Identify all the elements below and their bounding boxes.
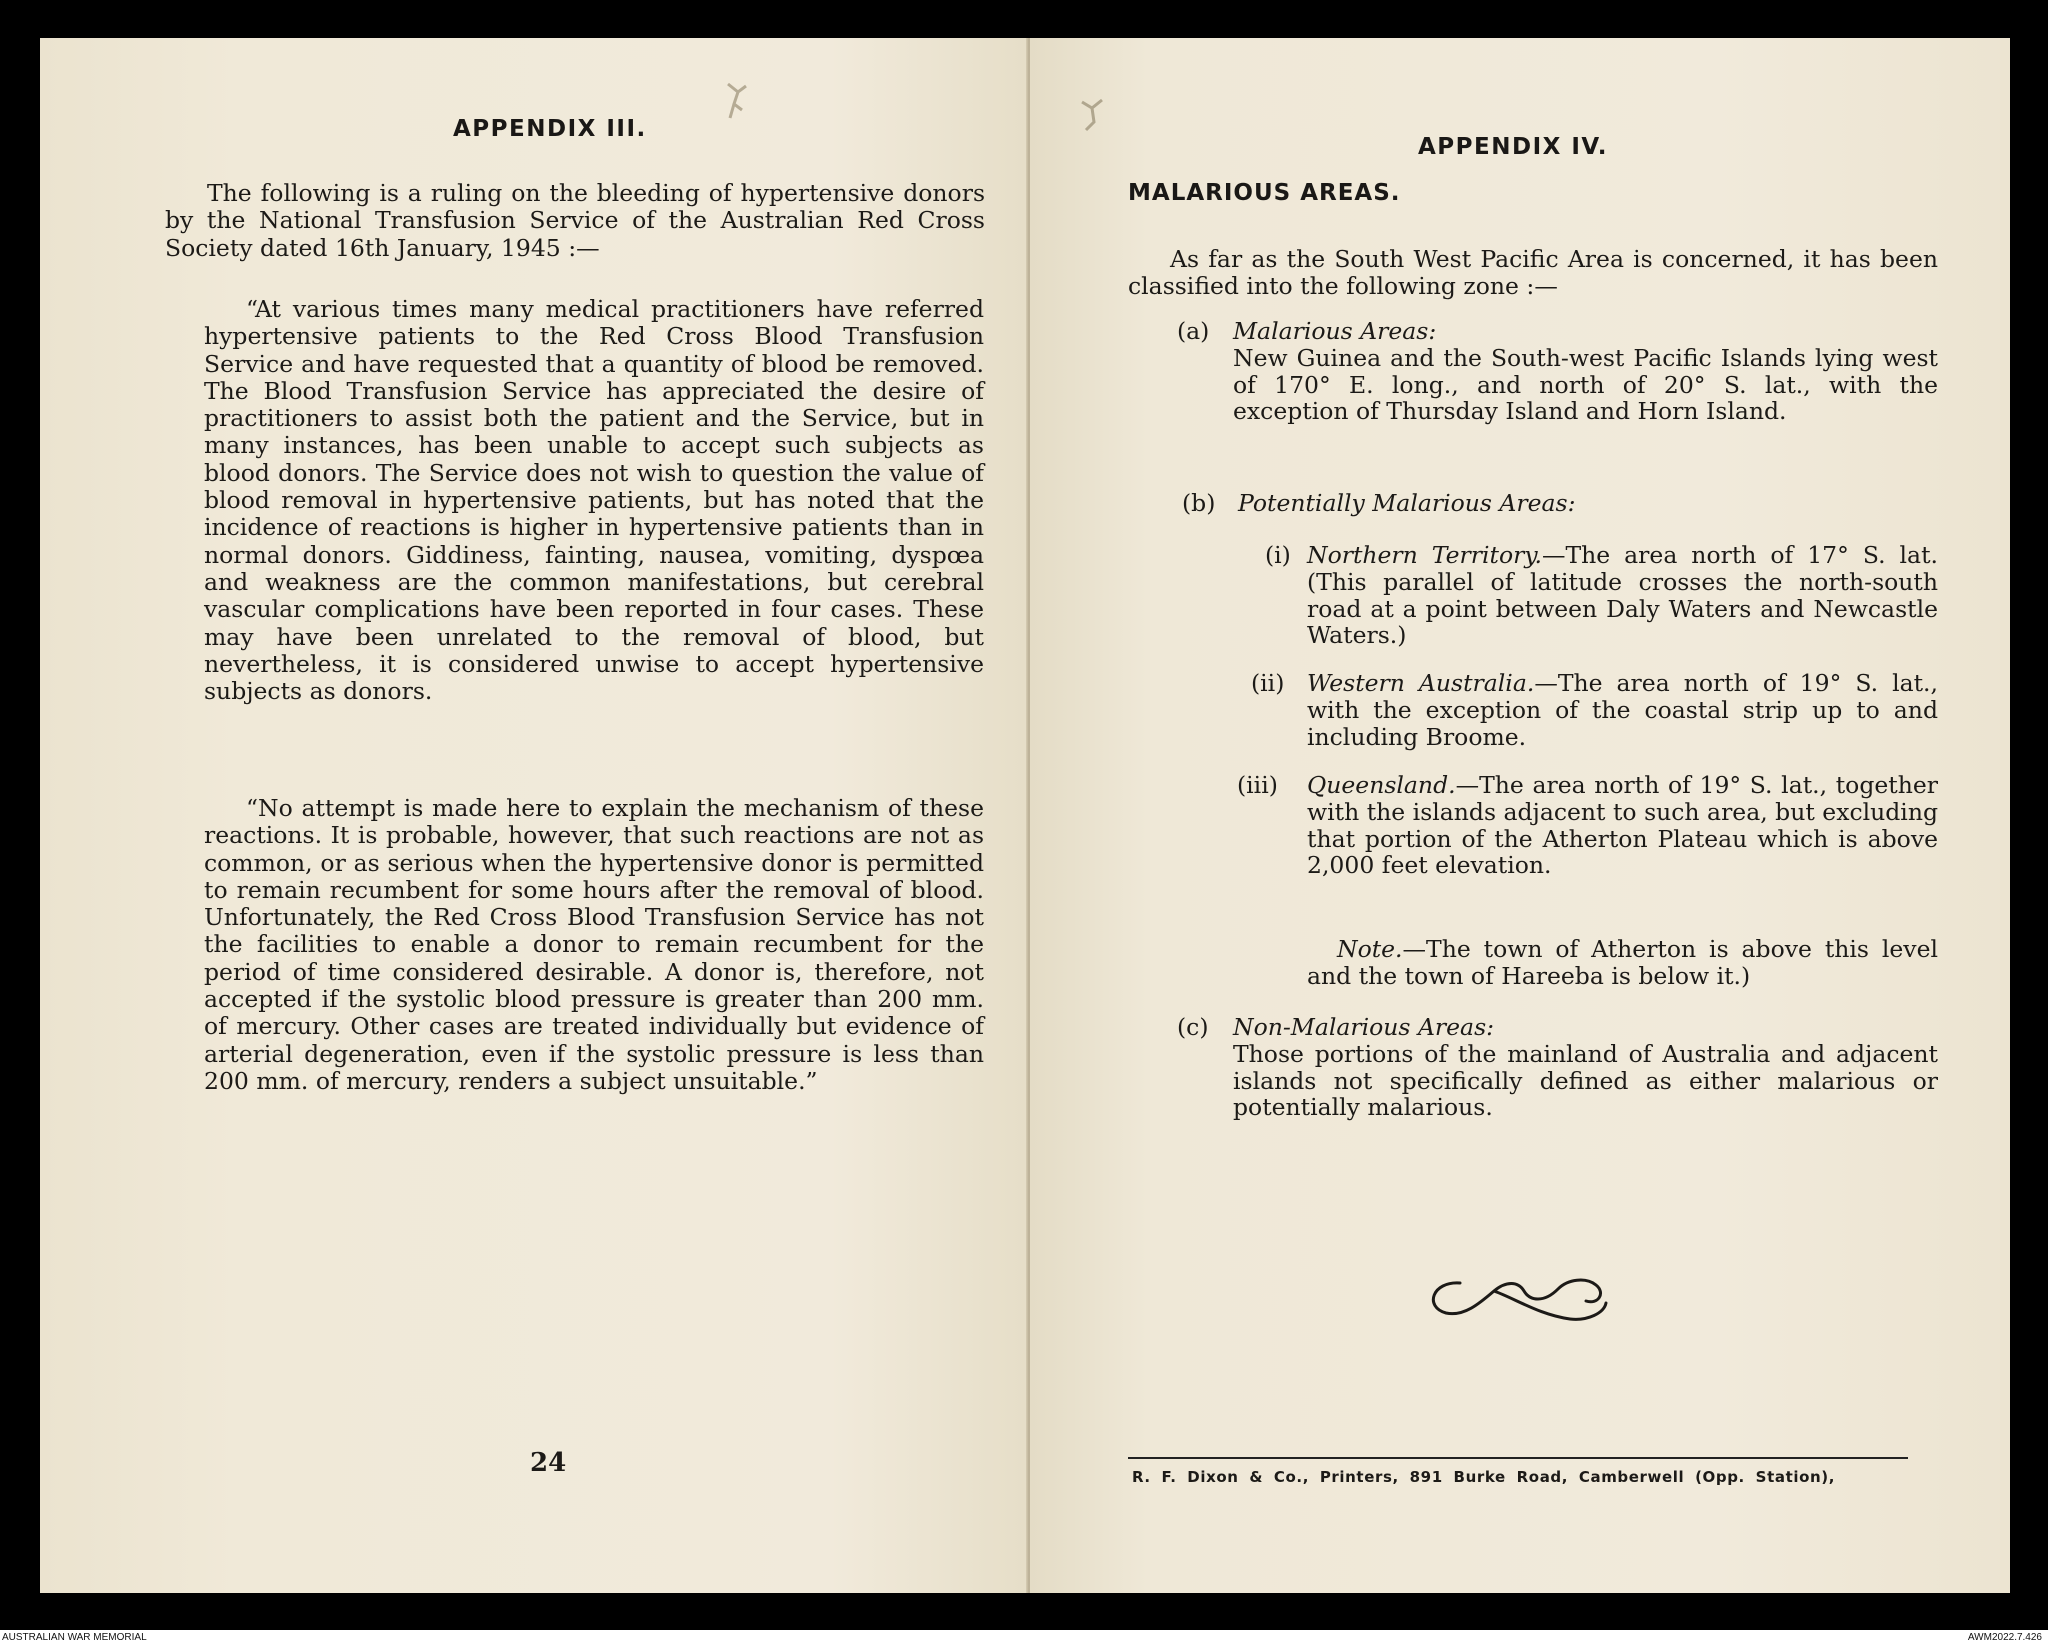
- right-page: [1030, 38, 2010, 1593]
- archive-credit-bar: [0, 1630, 2048, 1645]
- appendix-iv-heading: APPENDIX IV.: [1418, 134, 1608, 160]
- staple-hole-icon: [1078, 94, 1108, 142]
- quote-2-text: “No attempt is made here to explain the mechanism of these reactions. It is probable, however, that such reactions are not as common, or as serious when the hypertensive donor is permitted to remain recumbent for some hours after the removal of blood. Unfortunately, the Red Cross Blood Transfusion Service has not the facilities to enable a donor to remain recumbent for the period of time considered desirable. A donor is, therefore, not accepted if the systolic blood pressure is greater than 200 mm. of mercury. Other cases are treated individually but evidence of arterial degeneration, even if the systolic pressure is less than 200 mm. of mercury, renders a subject unsuitable.”: [204, 794, 984, 1095]
- item-b-iii-mark: (iii): [1237, 771, 1278, 799]
- item-c-mark: (c): [1177, 1013, 1209, 1041]
- page-number: 24: [530, 1448, 567, 1478]
- item-a-mark: (a): [1177, 317, 1210, 345]
- appendix-iv-intro: [1128, 246, 1938, 301]
- printer-imprint: R. F. Dixon & Co., Printers, 891 Burke Road, Camberwell (Opp. Station),: [1132, 1468, 1836, 1486]
- staple-hole-icon: [720, 78, 754, 128]
- item-b-i-text: —The area north of 17° S. lat. (This parallel of latitude crosses the north-south road at a point between Daly Waters and Newcastle Waters.): [1307, 541, 1938, 650]
- note-text: —The town of Atherton is above this level and the town of Hareeba is below it.): [1307, 935, 1938, 990]
- item-b-iii-title: Queensland.: [1307, 771, 1456, 799]
- item-b-i: [1265, 541, 1938, 650]
- quote-paragraph-1: [204, 296, 984, 705]
- item-a: [1177, 317, 1938, 426]
- intro-paragraph: The following is a ruling on the bleeding of hypertensive donors by the National Transfusion Service of the Australian Red Cross Society dated 16th January, 1945 :—: [165, 179, 985, 262]
- archive-credit-left: AUSTRALIAN WAR MEMORIAL: [2, 1632, 147, 1643]
- left-page: [40, 38, 1028, 1593]
- item-b-iii: [1237, 771, 1938, 880]
- item-b-ii-mark: (ii): [1251, 669, 1285, 697]
- note-title: Note.: [1337, 935, 1403, 963]
- item-b-ii-title: Western Australia.: [1307, 669, 1535, 697]
- item-b: [1182, 489, 1938, 517]
- item-a-title: Malarious Areas:: [1233, 317, 1437, 345]
- flourish-ornament-icon: [1420, 1263, 1620, 1333]
- item-c-text: Those portions of the mainland of Australia and adjacent islands not specifically defined as either malarious or potentially malarious.: [1233, 1039, 1938, 1122]
- item-b-i-mark: (i): [1265, 541, 1291, 569]
- item-a-text: New Guinea and the South-west Pacific Islands lying west of 170° E. long., and north of 20° S. lat., with the exception of Thursday Island and Horn Island.: [1233, 343, 1938, 426]
- malarious-areas-heading: MALARIOUS AREAS.: [1128, 180, 1401, 206]
- item-b-mark: (b): [1182, 489, 1216, 517]
- item-c-title: Non-Malarious Areas:: [1233, 1013, 1495, 1041]
- item-b-ii: [1251, 669, 1939, 751]
- note-paragraph: [1307, 936, 1938, 990]
- item-b-i-title: Northern Territory.: [1307, 541, 1542, 569]
- item-b-ii-text: —The area north of 19° S. lat., with the exception of the coastal strip up to and including Broome.: [1307, 669, 1939, 751]
- item-c: [1177, 1013, 1938, 1122]
- appendix-iii-heading: APPENDIX III.: [453, 116, 647, 142]
- archive-credit-right: AWM2022.7.426: [1967, 1632, 2042, 1643]
- appendix-iii-intro: [165, 180, 985, 262]
- quote-paragraph-2: [204, 795, 984, 1095]
- quote-1-text: “At various times many medical practitioners have referred hypertensive patients to the Red Cross Blood Transfusion Service and have requested that a quantity of blood be removed. The Blood Transfusion Service has appreciated the desire of practitioners to assist both the patient and the Service, but in many instances, has been unable to accept such subjects as blood donors. The Service does not wish to question the value of blood removal in hypertensive patients, but has noted that the incidence of reactions is higher in hypertensive patients than in normal donors. Giddiness, fainting, nausea, vomiting, dyspœa and weakness are the common manifestations, but cerebral vascular complications have been reported in four cases. These may have been unrelated to the removal of blood, but nevertheless, it is considered unwise to accept hypertensive subjects as donors.: [204, 295, 984, 706]
- item-b-iii-text: —The area north of 19° S. lat., together with the islands adjacent to such area, but excluding that portion of the Atherton Plateau which is above 2,000 feet elevation.: [1307, 771, 1938, 880]
- appendix-iv-intro-text: As far as the South West Pacific Area is concerned, it has been classified into the following zone :—: [1128, 245, 1938, 301]
- item-b-title: Potentially Malarious Areas:: [1238, 489, 1576, 517]
- imprint-rule: [1128, 1457, 1908, 1459]
